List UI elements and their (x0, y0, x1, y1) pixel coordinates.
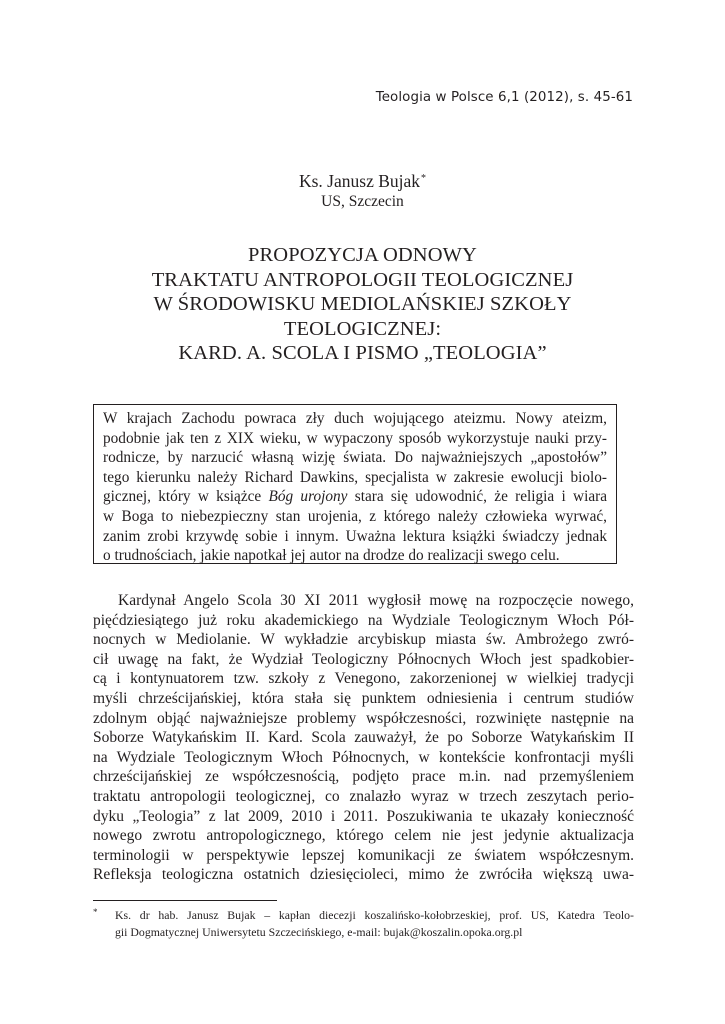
title-line: PROPOZYCJA ODNOWY (248, 244, 477, 266)
abstract-line: o trudnościach, jakie napotkał jej autor na drodze do realizacji swego celu. (103, 547, 560, 565)
footnote-text (115, 907, 634, 924)
title-line: TRAKTATU ANTROPOLOGII TEOLOGICZNEJ (151, 268, 574, 291)
title-line: W ŚRODOWISKU MEDIOLAŃSKIEJ SZKOŁY (153, 293, 572, 316)
author-block (0, 168, 725, 212)
body-line: cą i kontynuatorem tzw. szkoły z Venegono, zakorzenionej w wielkiej tradycji (93, 670, 634, 688)
abstract-line: W krajach Zachodu powraca zły duch wojującego ateizmu. Nowy ateizm, (103, 410, 607, 427)
abstract-line: tego kierunku należy Richard Dawkins, specjalista w zakresie ewolucji biolo- (103, 468, 607, 486)
body-line: Refleksja teologiczna ostatnich dziesięcioleci, mimo że zwróciła większą uwa- (93, 866, 634, 884)
author-footnote-marker[interactable]: * (421, 173, 427, 184)
abstract-text: stara się udowodnić, że religia i wiara (354, 488, 607, 506)
body-line: terminologii w perspektywie lepszej komunikacji ze światem współczesnym. (93, 846, 634, 864)
author-line (0, 168, 725, 192)
body-line: traktatu antropologii teologicznej, co znalazło wyraz w trzech zeszytach perio- (93, 787, 634, 805)
body-line: chrześcijańskiej ze współczesnością, podjęto prace m.in. nad przemyśleniem (93, 768, 634, 786)
footnote-divider (93, 900, 277, 901)
body-line: dyku „Teologia” z lat 2009, 2010 i 2011. Poszukiwania te ukazały konieczność (93, 807, 634, 825)
author-affiliation: US, Szczecin (321, 193, 404, 210)
body-line: myśli chrześcijańskiej, która stała się punktem odniesienia i centrum studiów (93, 689, 634, 707)
abstract-line: rodnicze, by narzucić własną wizję świata. Do najważniejszych „apostołów” (103, 449, 607, 467)
body-line: nowego zwrotu antropologicznego, którego celem nie jest jedynie aktualizacja (93, 827, 634, 845)
abstract-line-with-book-title (103, 487, 607, 507)
footnote (93, 907, 634, 940)
abstract-box (93, 404, 617, 564)
footnote-line: Ks. dr hab. Janusz Bujak – kapłan diecezji koszalińsko-kołobrzeskiej, prof. US, Katedra Teolo- (115, 908, 634, 922)
book-title: Bóg urojony (268, 488, 348, 506)
body-line: nocnych w Mediolanie. W wykładzie arcybiskup miasta św. Ambrożego zwró- (93, 631, 634, 649)
abstract-text: gicznej, który w książce (103, 488, 262, 506)
title-line: TEOLOGICZNEJ: (283, 317, 442, 340)
body-line: Soborze Watykańskim II. Kard. Scola zauważył, że po Soborze Watykańskim II (93, 729, 634, 747)
body-line: na Wydziale Teologicznym Włoch Północnych, w kontekście konfrontacji myśli (93, 748, 634, 766)
body-line: Kardynał Angelo Scola 30 XI 2011 wygłosił mowę na rozpoczęcie nowego, (118, 592, 634, 609)
title-line: KARD. A. SCOLA I PISMO „TEOLOGIA” (178, 342, 547, 365)
abstract-line: zanim zrobi krzywdę sobie i innym. Uważna lektura książki świadczy jednak (103, 527, 607, 545)
abstract-line: w Boga to niebezpieczny stan urojenia, z którego należy człowieka wyrwać, (103, 507, 607, 525)
article-title (0, 243, 725, 366)
abstract-line: podobnie jak ten z XIX wieku, w wypaczony sposób wykorzystuje nauki przy- (103, 429, 607, 447)
footnote-marker: * (93, 907, 98, 917)
footnote-line: gii Dogmatycznej Uniwersytetu Szczecińskiego, e-mail: bujak@koszalin.opoka.org.pl (115, 924, 523, 939)
body-paragraph (93, 591, 634, 885)
journal-header: Teologia w Polsce 6,1 (2012), s. 45-61 (375, 90, 633, 105)
body-line: cił uwagę na fakt, że Wydział Teologiczny Północnych Włoch jest spadkobier- (93, 650, 634, 668)
body-line: pięćdziesiątego już roku akademickiego na Wydziale Teologicznym Włoch Pół- (93, 611, 634, 629)
footnote-text-continued (93, 924, 634, 941)
author-name: Ks. Janusz Bujak (298, 171, 421, 191)
body-line: zdolnym objąć najważniejsze problemy współczesności, rozwinięte następnie na (93, 709, 634, 727)
